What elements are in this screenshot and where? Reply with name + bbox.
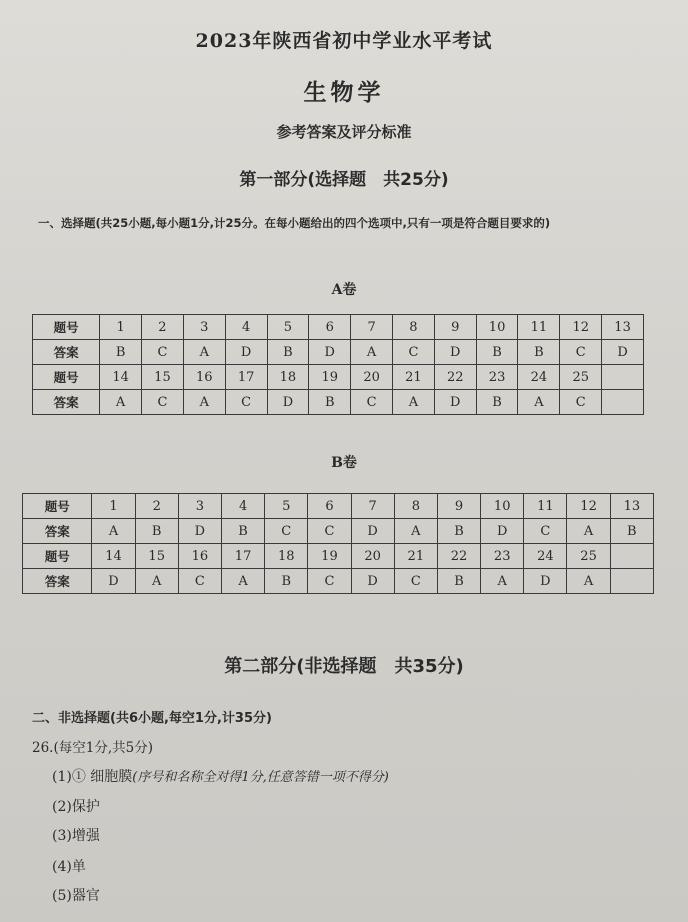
answer-text: (5)器官 xyxy=(52,888,100,904)
question-number-cell: 6 xyxy=(309,315,351,340)
question-number-cell: 7 xyxy=(351,315,393,340)
part-two-title: 第二部分(非选择题 共35分) xyxy=(224,656,464,677)
question-number-cell: 22 xyxy=(437,544,480,569)
exam-title: 2023年陕西省初中学业水平考试 xyxy=(195,30,493,52)
answer-key-title: 参考答案及评分标准 xyxy=(276,123,412,141)
answer-cell: C xyxy=(308,569,351,594)
table-row xyxy=(33,365,644,390)
question-number-cell: 23 xyxy=(481,544,524,569)
question-number-cell: 13 xyxy=(602,315,644,340)
question-number-cell: 9 xyxy=(437,494,480,519)
answer-cell xyxy=(602,390,644,415)
answer-cell: C xyxy=(524,519,567,544)
question-number-cell: 6 xyxy=(308,494,351,519)
answer-text: (2)保护 xyxy=(52,799,100,815)
question-number-cell xyxy=(610,544,653,569)
volume-b-answer-table xyxy=(22,493,654,594)
question-number-cell: 19 xyxy=(308,544,351,569)
answer-cell: A xyxy=(393,390,435,415)
question-number-cell: 14 xyxy=(92,544,135,569)
answer-cell: C xyxy=(393,340,435,365)
question-number-cell: 16 xyxy=(178,544,221,569)
question-number-cell: 5 xyxy=(267,315,309,340)
question-number-cell: 3 xyxy=(178,494,221,519)
question-number-cell: 24 xyxy=(518,365,560,390)
answer-cell xyxy=(610,569,653,594)
question-number-cell: 15 xyxy=(135,544,178,569)
answer-26-5 xyxy=(52,885,100,905)
answer-cell: C xyxy=(178,569,221,594)
answer-cell: D xyxy=(225,340,267,365)
table-row xyxy=(23,494,654,519)
question-number-cell: 25 xyxy=(560,365,602,390)
question-number-cell: 18 xyxy=(265,544,308,569)
answer-cell: C xyxy=(308,519,351,544)
answer-cell: D xyxy=(351,519,394,544)
answer-cell: A xyxy=(518,390,560,415)
question-26-header: 26.(每空1分,共5分) xyxy=(32,740,153,756)
answer-cell: B xyxy=(476,340,518,365)
answer-cell: C xyxy=(351,390,393,415)
question-number-label: 题号 xyxy=(23,544,92,569)
question-number-cell: 9 xyxy=(434,315,476,340)
answer-cell: A xyxy=(221,569,264,594)
table-row xyxy=(33,315,644,340)
answer-label: 答案 xyxy=(33,390,100,415)
question-number-cell: 11 xyxy=(518,315,560,340)
answer-cell: B xyxy=(309,390,351,415)
answer-cell: B xyxy=(265,569,308,594)
answer-cell: D xyxy=(351,569,394,594)
question-number-cell: 14 xyxy=(100,365,142,390)
choice-instruction: 一、选择题(共25小题,每小题1分,计25分。在每小题给出的四个选项中,只有一项是符合题目要求的) xyxy=(38,216,551,230)
question-number-cell: 1 xyxy=(100,315,142,340)
question-number-cell: 8 xyxy=(393,315,435,340)
subject-title: 生物学 xyxy=(303,79,385,106)
question-number-cell: 24 xyxy=(524,544,567,569)
question-number-cell: 15 xyxy=(142,365,184,390)
question-number-cell: 16 xyxy=(183,365,225,390)
answer-cell: C xyxy=(560,340,602,365)
answer-cell: C xyxy=(142,390,184,415)
question-number-cell: 2 xyxy=(142,315,184,340)
question-number-cell xyxy=(602,365,644,390)
table-row xyxy=(23,544,654,569)
answer-cell: A xyxy=(394,519,437,544)
answer-cell: A xyxy=(92,519,135,544)
answer-cell: B xyxy=(610,519,653,544)
answer-cell: B xyxy=(135,519,178,544)
question-number-label: 题号 xyxy=(33,315,100,340)
question-number-cell: 7 xyxy=(351,494,394,519)
table-row xyxy=(33,340,644,365)
question-number-cell: 20 xyxy=(351,544,394,569)
question-number-cell: 8 xyxy=(394,494,437,519)
answer-cell: D xyxy=(309,340,351,365)
answer-cell: C xyxy=(394,569,437,594)
answer-label: 答案 xyxy=(33,340,100,365)
answer-cell: B xyxy=(267,340,309,365)
question-number-cell: 11 xyxy=(524,494,567,519)
question-number-cell: 10 xyxy=(476,315,518,340)
answer-26-3 xyxy=(52,825,100,845)
answer-text: (4)单 xyxy=(52,859,86,875)
question-number-cell: 25 xyxy=(567,544,610,569)
non-choice-section-heading: 二、非选择题(共6小题,每空1分,计35分) xyxy=(32,711,272,726)
answer-cell: D xyxy=(481,519,524,544)
question-number-cell: 10 xyxy=(481,494,524,519)
volume-b-label: B卷 xyxy=(331,455,357,471)
answer-26-2 xyxy=(52,796,100,816)
question-number-cell: 20 xyxy=(351,365,393,390)
answer-cell: B xyxy=(476,390,518,415)
volume-a-label: A卷 xyxy=(331,282,357,298)
question-number-cell: 5 xyxy=(265,494,308,519)
question-number-cell: 18 xyxy=(267,365,309,390)
answer-cell: C xyxy=(265,519,308,544)
answer-cell: D xyxy=(178,519,221,544)
question-number-cell: 19 xyxy=(309,365,351,390)
question-number-cell: 12 xyxy=(560,315,602,340)
answer-cell: A xyxy=(183,340,225,365)
answer-cell: D xyxy=(434,390,476,415)
answer-26-1 xyxy=(52,766,389,786)
answer-cell: B xyxy=(437,519,480,544)
table-row xyxy=(23,519,654,544)
answer-cell: B xyxy=(100,340,142,365)
question-number-cell: 21 xyxy=(394,544,437,569)
answer-26-4 xyxy=(52,856,86,876)
answer-cell: D xyxy=(434,340,476,365)
answer-cell: A xyxy=(567,569,610,594)
answer-cell: A xyxy=(183,390,225,415)
answer-cell: B xyxy=(221,519,264,544)
question-number-label: 题号 xyxy=(33,365,100,390)
answer-text: (1)① 细胞膜 xyxy=(52,769,133,785)
answer-text: (3)增强 xyxy=(52,828,100,844)
answer-cell: B xyxy=(437,569,480,594)
answer-cell: D xyxy=(267,390,309,415)
answer-cell: A xyxy=(481,569,524,594)
question-number-cell: 13 xyxy=(610,494,653,519)
question-number-cell: 4 xyxy=(221,494,264,519)
answer-cell: B xyxy=(518,340,560,365)
question-number-cell: 17 xyxy=(221,544,264,569)
question-number-cell: 12 xyxy=(567,494,610,519)
question-number-cell: 17 xyxy=(225,365,267,390)
question-number-cell: 3 xyxy=(183,315,225,340)
table-row xyxy=(33,390,644,415)
question-number-cell: 2 xyxy=(135,494,178,519)
volume-a-answer-table xyxy=(32,314,644,415)
answer-label: 答案 xyxy=(23,519,92,544)
answer-cell: C xyxy=(560,390,602,415)
question-number-cell: 21 xyxy=(393,365,435,390)
answer-cell: A xyxy=(567,519,610,544)
question-number-cell: 22 xyxy=(434,365,476,390)
answer-cell: A xyxy=(100,390,142,415)
answer-cell: D xyxy=(92,569,135,594)
answer-cell: D xyxy=(524,569,567,594)
question-number-cell: 4 xyxy=(225,315,267,340)
table-row xyxy=(23,569,654,594)
question-number-label: 题号 xyxy=(23,494,92,519)
question-number-cell: 23 xyxy=(476,365,518,390)
answer-label: 答案 xyxy=(23,569,92,594)
answer-cell: C xyxy=(142,340,184,365)
scoring-note: (序号和名称全对得1分,任意答错一项不得分) xyxy=(132,770,389,785)
part-one-title: 第一部分(选择题 共25分) xyxy=(239,170,449,190)
answer-cell: A xyxy=(135,569,178,594)
answer-cell: C xyxy=(225,390,267,415)
answer-cell: A xyxy=(351,340,393,365)
question-number-cell: 1 xyxy=(92,494,135,519)
answer-cell: D xyxy=(602,340,644,365)
